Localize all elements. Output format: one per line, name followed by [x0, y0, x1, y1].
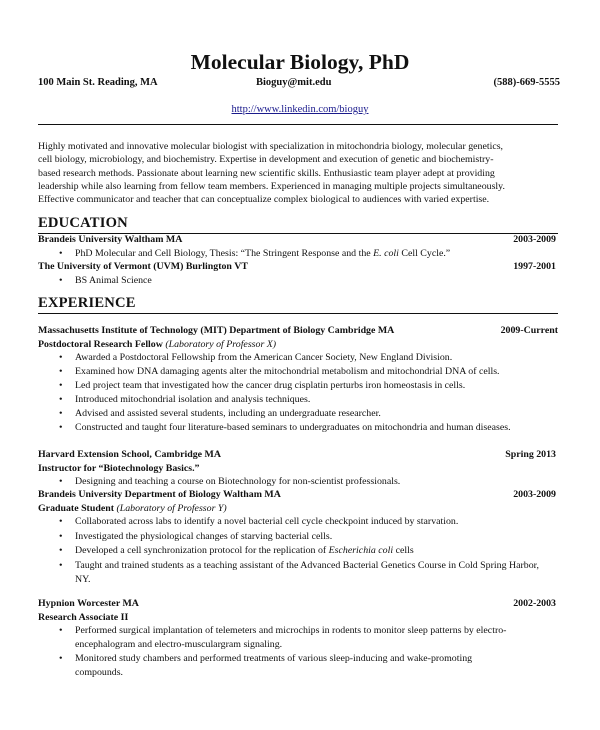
bullet: • Performed surgical implantation of telemeters and microchips in rodents to monitor sleep patterns by electro-encephalogram and electro-musculargram signaling.	[38, 624, 556, 652]
linkedin-link[interactable]: http://www.linkedin.com/bioguy	[231, 104, 369, 115]
dates: 2002-2003	[513, 598, 556, 609]
experience-heading: EXPERIENCE	[38, 295, 136, 311]
dates: 2009-Current	[500, 325, 558, 336]
resume-name: Molecular Biology, PhD	[190, 50, 410, 74]
job-entry	[38, 488, 556, 588]
job-entry	[38, 324, 558, 435]
header-divider	[38, 124, 558, 125]
dates: 1997-2001	[513, 261, 556, 272]
bullet: • Monitored study chambers and performed treatments of various sleep-inducing and wake-promoting compounds.	[38, 652, 556, 680]
dates: Spring 2013	[505, 449, 556, 460]
address: 100 Main St. Reading, MA	[38, 77, 158, 88]
phone: (588)-669-5555	[493, 77, 560, 88]
institution: Brandeis University Waltham MA	[38, 234, 183, 245]
job-title: Research Associate II	[38, 611, 129, 623]
bullet: • Designing and teaching a course on Biotechnology for non-scientist professionals.	[38, 475, 556, 489]
summary-line: leadership while also learning from fellow team members. Experienced in managing multiple projects simultaneously.	[38, 180, 505, 192]
email[interactable]: Bioguy@mit.edu	[256, 77, 332, 88]
job-title: Postdoctoral Research Fellow (Laboratory of Professor X)	[38, 338, 277, 350]
summary	[38, 140, 566, 206]
summary-line: Effective communicator and teacher that can conceptualize complex biological to audiences with varied expertise.	[38, 194, 490, 206]
organization: Harvard Extension School, Cambridge MA	[38, 449, 221, 460]
degree-item: • PhD Molecular and Cell Biology, Thesis: “The Stringent Response and the E. coli Cell Cycle.”	[38, 247, 556, 261]
bullet: • Introduced mitochondrial isolation and analysis techniques.	[38, 393, 558, 407]
bullet: • Developed a cell synchronization protocol for the replication of Escherichia coli cells	[38, 544, 556, 559]
bullet: • Investigated the physiological changes of starving bacterial cells.	[38, 530, 556, 545]
summary-line: cell biology, microbiology, and biochemistry. Expertise in development and execution of genetic and biochemistry-	[38, 154, 494, 166]
dates: 2003-2009	[513, 234, 556, 245]
summary-line: based research methods. Passionate about learning new scientific skills. Enthusiastic team player adept at providing	[38, 167, 495, 179]
job-title: Instructor for “Biotechnology Basics.”	[38, 462, 200, 474]
education-heading: EDUCATION	[38, 215, 128, 231]
job-entry	[38, 597, 556, 680]
bullet: • Taught and trained students as a teaching assistant of the Advanced Bacterial Genetics Course in Cold Spring Harbor, NY.	[38, 559, 556, 588]
organization: Hypnion Worcester MA	[38, 598, 139, 609]
bullet: • Awarded a Postdoctoral Fellowship from the American Cancer Society, New England Division.	[38, 351, 558, 365]
job-title: Graduate Student (Laboratory of Professor Y)	[38, 502, 227, 514]
organization: Brandeis University Department of Biology Waltham MA	[38, 489, 281, 500]
bullet: • Constructed and taught four literature-based seminars to undergraduates on mitochondria and human diseases.	[38, 421, 558, 435]
degree-item: • BS Animal Science	[38, 274, 556, 288]
dates: 2003-2009	[513, 489, 556, 500]
education-entry	[38, 233, 556, 260]
organization: Massachusetts Institute of Technology (MIT) Department of Biology Cambridge MA	[38, 325, 395, 336]
experience-divider	[38, 313, 558, 314]
bullet: • Collaborated across labs to identify a novel bacterial cell cycle checkpoint induced by starvation.	[38, 515, 556, 530]
summary-line: Highly motivated and innovative molecular biologist with specialization in mitochondria biology, molecular genetics,	[38, 141, 504, 152]
bullet: • Led project team that investigated how the cancer drug cisplatin perturbs iron homeostasis in cells.	[38, 379, 558, 393]
job-entry	[38, 448, 556, 489]
education-entry	[38, 260, 556, 287]
bullet: • Advised and assisted several students, including an undergraduate researcher.	[38, 407, 558, 421]
institution: The University of Vermont (UVM) Burlington VT	[38, 261, 248, 272]
bullet: • Examined how DNA damaging agents alter the mitochondrial metabolism and mitochondrial DNA of cells.	[38, 365, 558, 379]
